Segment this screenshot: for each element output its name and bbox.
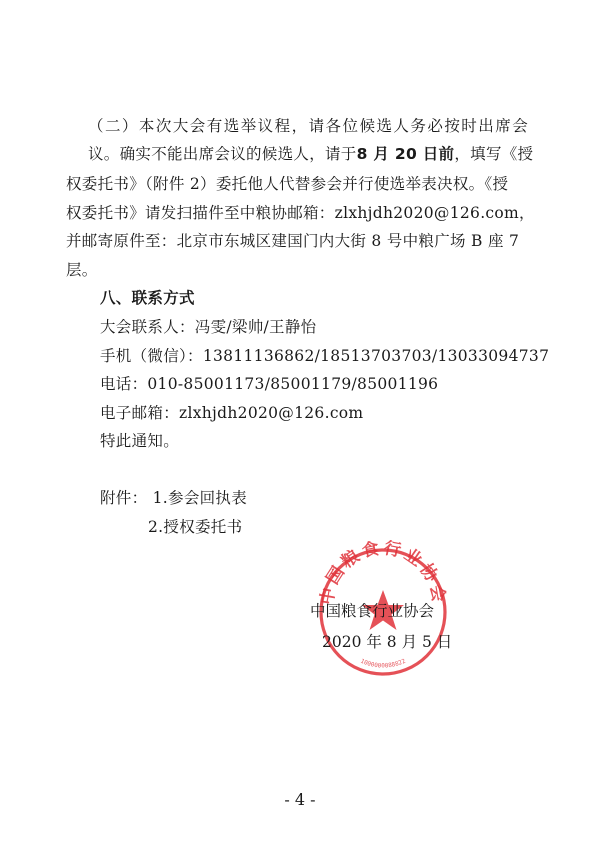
paragraph-line-6: 层。 [66, 261, 98, 279]
paragraph-line-2-post: ，填写《授 [454, 145, 534, 163]
attachment-item-1: 1.参会回执表 [152, 489, 248, 507]
page-number: - 4 - [284, 790, 316, 809]
paragraph-line-1: （二）本次大会有选举议程，请各位候选人务必按时出席会 [88, 117, 528, 135]
paragraph-line-4: 权委托书》请发扫描件至中粮协邮箱：zlxhjdh2020@126.com， [66, 204, 535, 222]
signing-date: 2020 年 8 月 5 日 [322, 633, 453, 651]
mobile-line: 手机（微信）：13811136862/18513703703/13033094737 [100, 347, 550, 365]
phone-line: 电话：010-85001173/85001179/85001196 [100, 375, 439, 393]
paragraph-line-3: 权委托书》（附件 2）委托他人代替参会并行使选举表决权。《授 [66, 175, 509, 193]
attachments-line-1 [100, 488, 540, 508]
attachments-label: 附件： [100, 489, 148, 507]
contacts-line: 大会联系人：冯雯/梁帅/王静怡 [100, 318, 317, 336]
svg-text:1000000088822: 1000000088822 [359, 657, 407, 670]
paragraph-line-2-pre: 议。确实不能出席会议的候选人，请于 [88, 145, 357, 163]
signing-organization: 中国粮食行业协会 [310, 602, 435, 620]
section-heading-contact: 八、联系方式 [100, 289, 195, 307]
svg-text:中国粮食行业协会: 中国粮食行业协会 [317, 540, 449, 607]
attachment-item-2: 2.授权委托书 [148, 518, 243, 536]
paragraph-line-5: 并邮寄原件至：北京市东城区建国门内大街 8 号中粮广场 B 座 7 [66, 232, 520, 250]
email-line: 电子邮箱：zlxhjdh2020@126.com [100, 404, 364, 422]
notice-line: 特此通知。 [100, 432, 180, 450]
paragraph-line-2 [88, 144, 534, 164]
deadline-date: 8 月 20 日前 [356, 145, 455, 163]
